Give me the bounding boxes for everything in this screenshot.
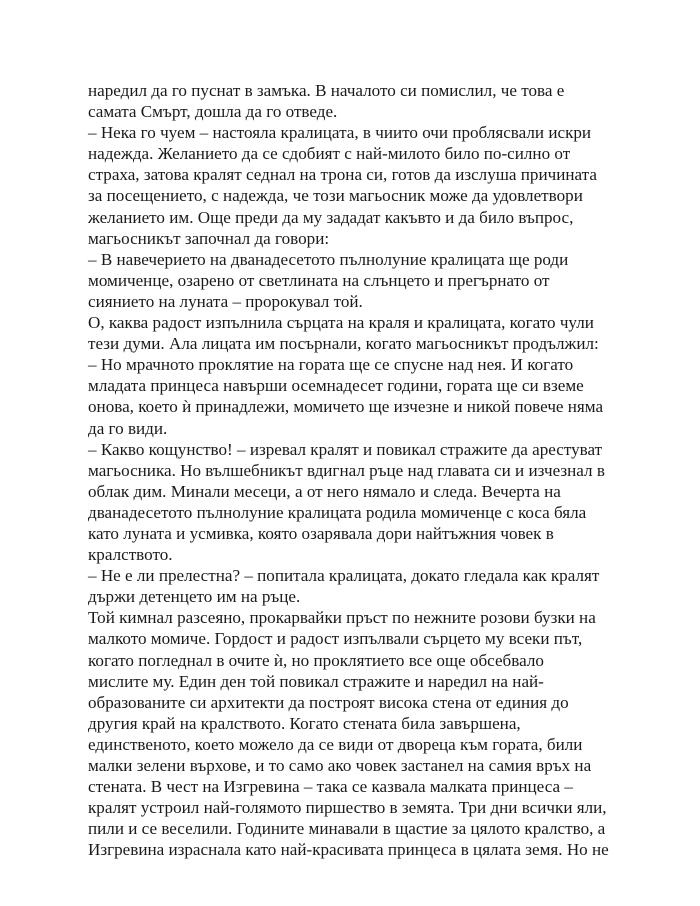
text-line: Изгревина израснала като най-красивата принцеса в цялата земя. Но не [88,840,609,860]
text-line: – Нека го чуем – настояла кралицата, в чиито очи проблясвали искри [88,123,592,143]
text-line: – Какво кощунство! – изревал кралят и повикал стражите да арестуват [88,439,603,459]
text-line: магьосникът започнал да говори: [88,228,330,248]
text-line: да го види. [88,418,168,438]
text-line: малкото момиче. Гордост и радост изпълвали сърцето му всеки път, [88,629,583,649]
text-line: наредил да го пуснат в замъка. В началото си помислил, че това е [88,81,565,100]
text-line: стената. В чест на Изгревина – така се казвала малката принцеса – [88,777,573,797]
text-line: тези думи. Ала лицата им посърнали, когато магьосникът продължил: [88,334,599,354]
text-line: О, каква радост изпълнила сърцата на краля и кралицата, когато чули [88,313,594,333]
text-line: желанието им. Още преди да му зададат какъвто и да било въпрос, [88,207,574,227]
text-line: дванадесетото пълнолуние кралицата родила момиченце с коса бяла [88,502,587,522]
text-line: образованите си архитекти да построят висока стена от единия до [88,692,569,712]
text-line: – В навечерието на дванадесетото пълнолуние кралицата ще роди [88,249,569,269]
text-line: магьосника. Но вълшебникът вдигнал ръце над главата си и изчезнал в [88,460,605,480]
text-line: надежда. Желанието да се сдобият с най-милото било по-силно от [88,144,571,164]
text-line: като луната и усмивка, която озарявала дори найтъжния човек в [88,523,554,543]
text-line: – Но мрачното проклятие на гората ще се спусне над нея. И когато [88,355,574,375]
text-line: Той кимнал разсеяно, прокарвайки пръст по нежните розови бузки на [88,608,596,628]
text-line: онова, което ѝ принадлежи, момичето ще изчезне и никой повече няма [88,397,604,417]
text-line: когато погледнал в очите ѝ, но проклятието все още обсебвало [88,650,544,670]
text-line: самата Смърт, дошла да го отведе. [88,102,338,122]
text-line: кралството. [88,545,173,565]
text-line: единственото, което можело да се види от двореца към гората, били [88,734,583,754]
text-line: кралят устроил най-голямото пиршество в земята. Три дни всички яли, [88,798,607,818]
text-line: държи детенцето им на ръце. [88,587,301,607]
text-line: мислите му. Един ден той повикал стражите и наредил на най- [88,671,544,691]
text-line: за посещението, с надежда, че този магьосник може да удовлетвори [88,186,583,206]
text-line: страха, затова кралят седнал на трона си, готов да изслуша причината [88,165,597,185]
text-line: – Не е ли прелестна? – попитала кралицата, докато гледала как кралят [88,566,600,586]
text-line: малки зелени върхове, и то само ако човек застанел на самия връх на [88,756,592,775]
text-line: пили и се веселили. Годините минавали в щастие за цялото кралство, а [88,819,606,839]
text-line: облак дим. Минали месеци, а от него нямало и следа. Вечерта на [88,481,561,501]
body-text [88,80,648,860]
text-line: сиянието на луната – пророкувал той. [88,291,363,311]
text-line: младата принцеса навърши осемнадесет години, гората ще си вземе [88,376,584,396]
text-line: другия край на кралството. Когато стената била завършена, [88,713,521,733]
text-line: момиченце, озарено от светлината на слънцето и прегърнато от [88,270,550,290]
